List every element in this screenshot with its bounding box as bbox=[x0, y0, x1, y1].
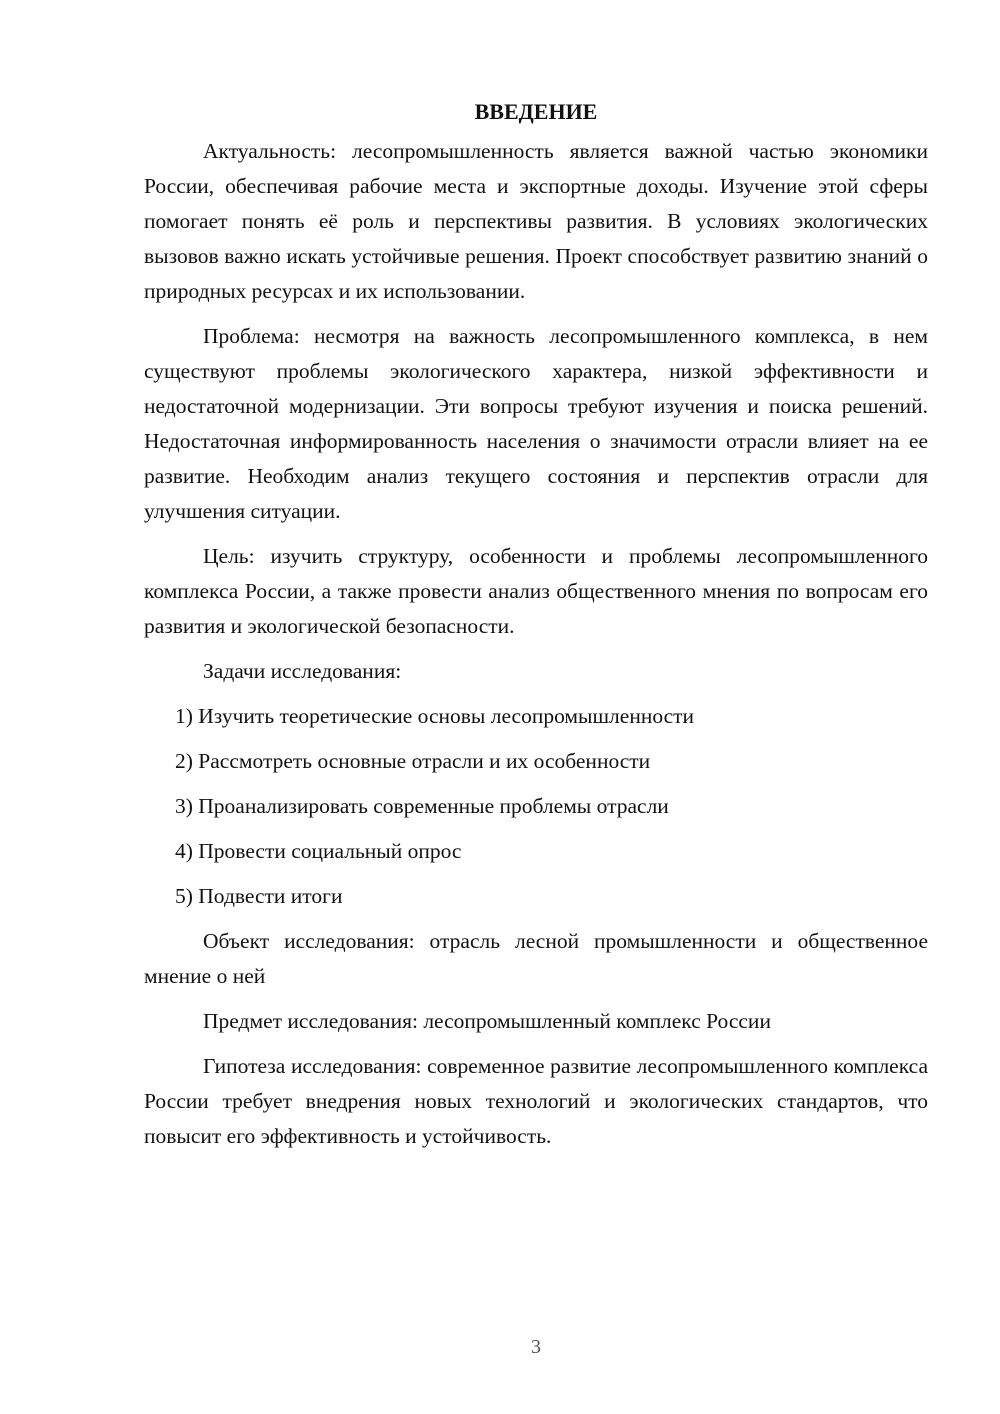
paragraph-relevance: Актуальность: лесопромышленность является важной частью экономики России, обеспечивая рабочие места и экспортные доходы. Изучение этой сферы помогает понять её роль и перспективы развития. В условиях экологических вызовов важно искать устойчивые решения. Проект способствует развитию знаний о природных ресурсах и их использовании. bbox=[144, 139, 928, 303]
tasks-list bbox=[144, 699, 928, 914]
page-content bbox=[144, 94, 928, 1164]
page-title: ВВЕДЕНИЕ bbox=[474, 99, 598, 124]
paragraph-subject: Предмет исследования: лесопромышленный комплекс России bbox=[203, 1009, 771, 1033]
list-item: 4) Провести социальный опрос bbox=[175, 839, 462, 863]
list-item: 1) Изучить теоретические основы лесопромышленности bbox=[175, 704, 695, 728]
paragraph-hypothesis: Гипотеза исследования: современное развитие лесопромышленного комплекса России требует внедрения новых технологий и экологических стандартов, что повысит его эффективность и устойчивость. bbox=[144, 1054, 928, 1148]
list-item: 5) Подвести итоги bbox=[175, 884, 343, 908]
list-item: 3) Проанализировать современные проблемы отрасли bbox=[175, 794, 669, 818]
page-number: 3 bbox=[531, 1336, 541, 1358]
paragraph-problem: Проблема: несмотря на важность лесопромышленного комплекса, в нем существуют проблемы экологического характера, низкой эффективности и недостаточной модернизации. Эти вопросы требуют изучения и поиска решений. Недостаточная информированность населения о значимости отрасли влияет на ее развитие. Необходим анализ текущего состояния и перспектив отрасли для улучшения ситуации. bbox=[144, 324, 928, 523]
paragraph-goal: Цель: изучить структуру, особенности и проблемы лесопромышленного комплекса России, а также провести анализ общественного мнения по вопросам его развития и экологической безопасности. bbox=[144, 544, 928, 638]
paragraph-object: Объект исследования: отрасль лесной промышленности и общественное мнение о ней bbox=[144, 929, 928, 988]
tasks-heading: Задачи исследования: bbox=[203, 659, 402, 683]
list-item: 2) Рассмотреть основные отрасли и их особенности bbox=[175, 749, 651, 773]
